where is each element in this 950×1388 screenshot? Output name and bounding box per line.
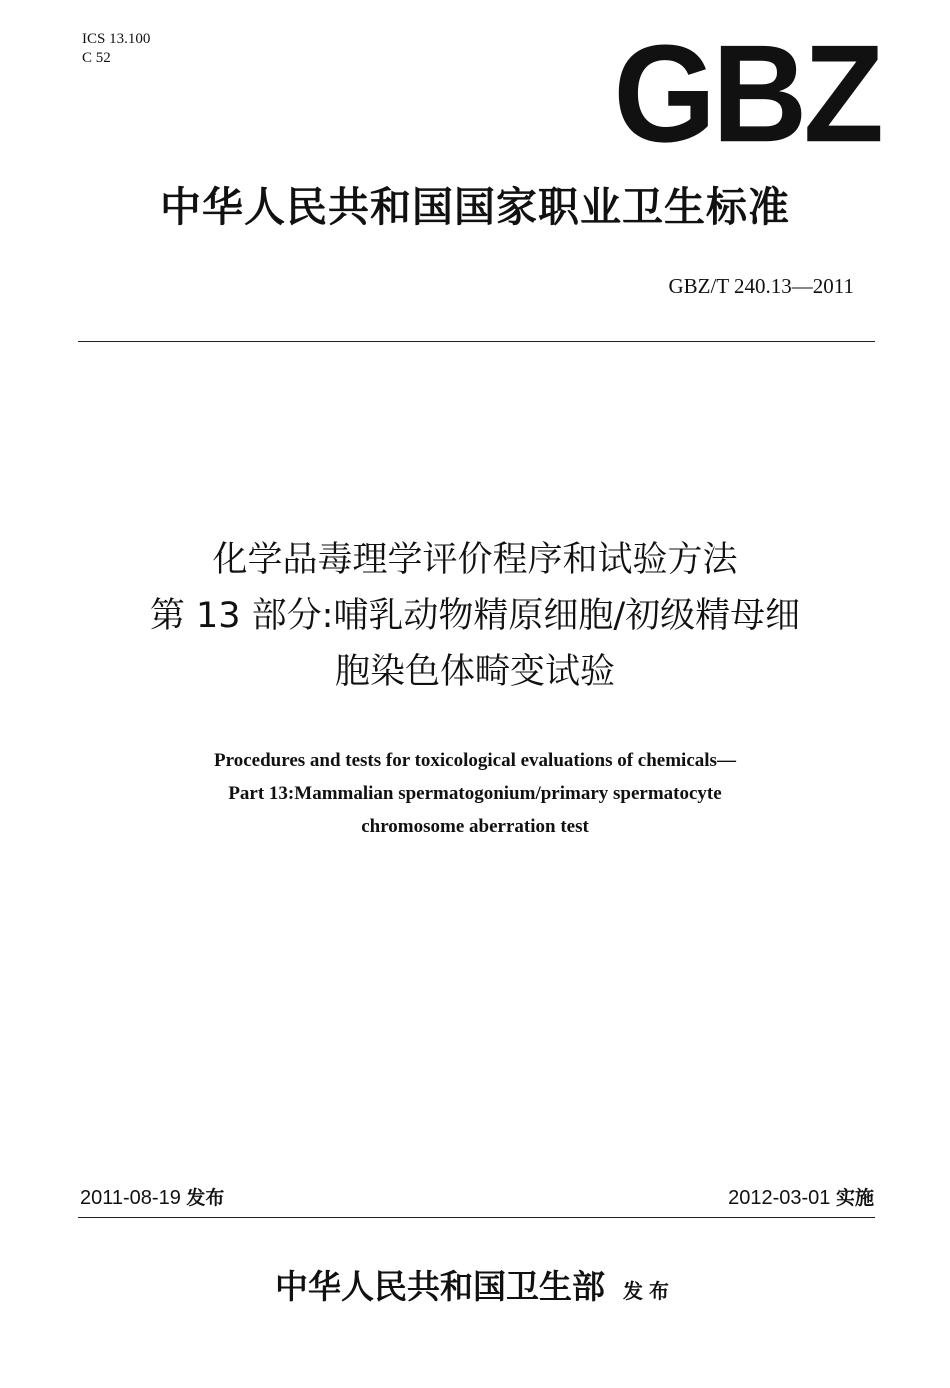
gbz-logo: GBZ [613, 16, 880, 171]
issuer-name: 中华人民共和国卫生部 [275, 1267, 605, 1306]
title-en-line-2: Part 13:Mammalian spermatogonium/primary spermatocyte [228, 783, 722, 804]
classification-codes [82, 30, 150, 68]
document-title-english [60, 744, 890, 843]
footer-divider [78, 1217, 875, 1218]
effective-date [600, 1183, 874, 1213]
effective-date-label: 实施 [835, 1187, 874, 1209]
issue-date-value: 2011-08-19 [80, 1187, 181, 1209]
issuing-authority [100, 1262, 850, 1316]
effective-date-value: 2012-03-01 [728, 1187, 831, 1209]
issue-date-label: 发布 [186, 1187, 225, 1209]
ics-code: ICS 13.100 [82, 31, 151, 47]
ccs-code: C 52 [82, 50, 111, 66]
document-title-chinese [40, 532, 910, 700]
title-cn-line-3: 胞染色体畸变试验 [334, 652, 615, 692]
standard-category-title: 中华人民共和国国家职业卫生标准 [160, 183, 790, 231]
title-cn-line-1: 化学品毒理学评价程序和试验方法 [212, 540, 738, 580]
issuer-action: 发布 [623, 1279, 675, 1303]
issue-date [80, 1183, 224, 1213]
header-divider [78, 341, 875, 342]
title-cn-line-2: 第 13 部分:哺乳动物精原细胞/初级精母细 [149, 596, 801, 636]
title-en-line-3: chromosome aberration test [361, 816, 589, 837]
title-en-line-1: Procedures and tests for toxicological evaluations of chemicals— [214, 750, 736, 771]
standard-number: GBZ/T 240.13—2011 [668, 274, 854, 298]
